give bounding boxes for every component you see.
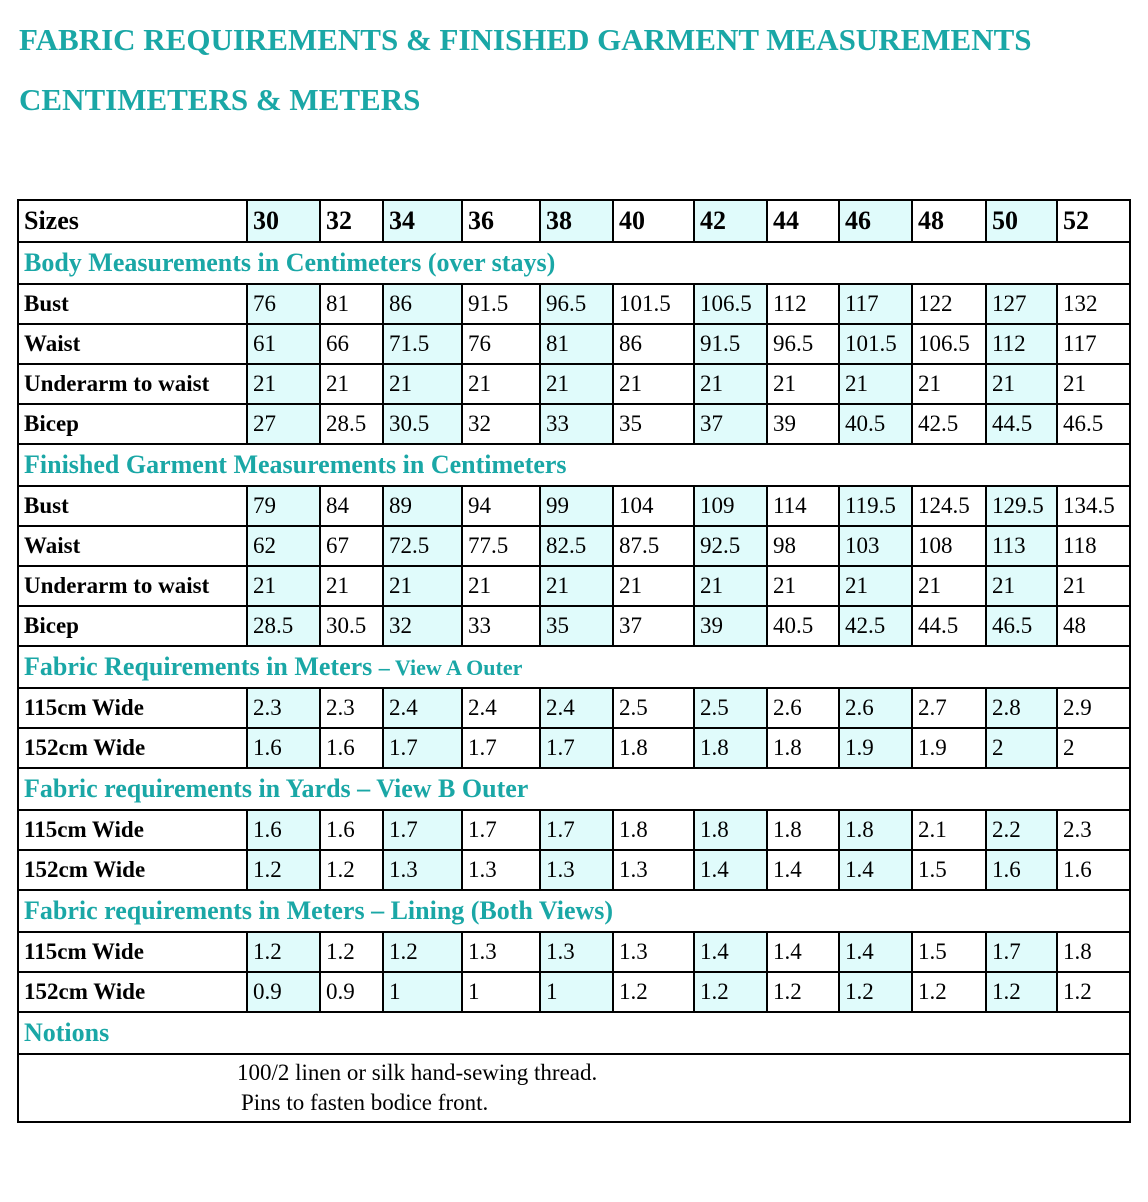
section-header-row	[18, 890, 1130, 932]
table-cell: 1.2	[767, 972, 839, 1012]
table-cell: 67	[320, 526, 383, 566]
table-cell: 21	[839, 364, 912, 404]
table-cell: 46.5	[986, 606, 1057, 646]
table-cell: 118	[1057, 526, 1130, 566]
table-cell: 32	[383, 606, 462, 646]
size-header-cell: 34	[383, 200, 462, 242]
row-label: Waist	[18, 324, 247, 364]
table-cell: 66	[320, 324, 383, 364]
table-cell: 2.3	[320, 688, 383, 728]
table-cell: 1.2	[694, 972, 767, 1012]
row-label: 115cm Wide	[18, 810, 247, 850]
table-cell: 33	[540, 404, 613, 444]
table-row	[18, 566, 1130, 606]
table-cell: 76	[247, 284, 320, 324]
table-cell: 30.5	[383, 404, 462, 444]
table-cell: 1	[383, 972, 462, 1012]
table-cell: 1.8	[839, 810, 912, 850]
table-cell: 1.5	[912, 850, 986, 890]
table-cell: 2.6	[767, 688, 839, 728]
table-cell: 21	[247, 364, 320, 404]
table-cell: 94	[462, 486, 540, 526]
table-cell: 71.5	[383, 324, 462, 364]
section-subtitle: – View A Outer	[378, 655, 523, 680]
table-cell: 1.9	[912, 728, 986, 768]
table-cell: 21	[383, 364, 462, 404]
table-cell: 1.3	[383, 850, 462, 890]
table-cell: 1.6	[320, 810, 383, 850]
table-cell: 86	[613, 324, 694, 364]
row-label: Bust	[18, 486, 247, 526]
table-cell: 42.5	[839, 606, 912, 646]
table-cell: 48	[1057, 606, 1130, 646]
table-cell: 21	[540, 566, 613, 606]
table-cell: 37	[694, 404, 767, 444]
size-header-cell: 46	[839, 200, 912, 242]
table-cell: 1.8	[613, 728, 694, 768]
table-cell: 2	[986, 728, 1057, 768]
table-cell: 113	[986, 526, 1057, 566]
table-cell: 2.5	[694, 688, 767, 728]
table-cell: 1.8	[1057, 932, 1130, 972]
table-cell: 46.5	[1057, 404, 1130, 444]
page-subtitle: CENTIMETERS & METERS	[19, 82, 421, 117]
table-cell: 21	[462, 364, 540, 404]
table-cell: 2.7	[912, 688, 986, 728]
table-cell: 1.2	[320, 850, 383, 890]
table-cell: 1.7	[540, 728, 613, 768]
table-cell: 21	[613, 566, 694, 606]
size-header-cell: 52	[1057, 200, 1130, 242]
table-cell: 2.6	[839, 688, 912, 728]
table-row	[18, 364, 1130, 404]
table-cell: 21	[912, 364, 986, 404]
section-header-row	[18, 444, 1130, 486]
table-cell: 104	[613, 486, 694, 526]
table-cell: 2	[1057, 728, 1130, 768]
table-cell: 1.6	[320, 728, 383, 768]
table-cell: 1.4	[839, 932, 912, 972]
table-cell: 103	[839, 526, 912, 566]
row-label: 152cm Wide	[18, 850, 247, 890]
table-cell: 39	[767, 404, 839, 444]
table-cell: 2.4	[540, 688, 613, 728]
table-cell: 117	[1057, 324, 1130, 364]
size-header-cell: 48	[912, 200, 986, 242]
table-cell: 1.6	[1057, 850, 1130, 890]
table-cell: 81	[320, 284, 383, 324]
table-cell: 2.4	[383, 688, 462, 728]
table-cell: 1.7	[383, 810, 462, 850]
table-row	[18, 688, 1130, 728]
table-cell: 27	[247, 404, 320, 444]
table-cell: 79	[247, 486, 320, 526]
table-cell: 1.4	[694, 932, 767, 972]
table-cell: 35	[540, 606, 613, 646]
table-cell: 1.2	[247, 850, 320, 890]
section-title: Fabric requirements in Meters – Lining (Both Views)	[24, 896, 614, 925]
table-cell: 30.5	[320, 606, 383, 646]
table-cell: 89	[383, 486, 462, 526]
size-header-cell: 38	[540, 200, 613, 242]
table-cell: 61	[247, 324, 320, 364]
section-header-row	[18, 768, 1130, 810]
table-cell: 1.4	[839, 850, 912, 890]
table-cell: 40.5	[767, 606, 839, 646]
table-cell: 21	[1057, 364, 1130, 404]
table-cell: 1.4	[767, 850, 839, 890]
table-cell: 1.8	[694, 810, 767, 850]
sizes-label: Sizes	[18, 200, 247, 242]
table-cell: 21	[986, 566, 1057, 606]
row-label: 152cm Wide	[18, 972, 247, 1012]
table-cell: 122	[912, 284, 986, 324]
table-cell: 62	[247, 526, 320, 566]
section-title-cell	[18, 444, 1130, 486]
table-cell: 1.6	[247, 728, 320, 768]
table-cell: 132	[1057, 284, 1130, 324]
table-cell: 112	[986, 324, 1057, 364]
section-title-cell	[18, 768, 1130, 810]
notions-list	[19, 1058, 1129, 1118]
table-cell: 2.9	[1057, 688, 1130, 728]
table-cell: 1.6	[247, 810, 320, 850]
table-cell: 1.2	[613, 972, 694, 1012]
table-cell: 0.9	[320, 972, 383, 1012]
row-label: Bicep	[18, 404, 247, 444]
table-cell: 21	[1057, 566, 1130, 606]
section-title: Body Measurements in Centimeters (over stays)	[24, 248, 556, 277]
table-cell: 1.9	[839, 728, 912, 768]
table-cell: 114	[767, 486, 839, 526]
table-row	[18, 324, 1130, 364]
table-cell: 1.7	[383, 728, 462, 768]
row-label: 115cm Wide	[18, 688, 247, 728]
table-cell: 109	[694, 486, 767, 526]
table-cell: 39	[694, 606, 767, 646]
table-cell: 2.4	[462, 688, 540, 728]
page-title: FABRIC REQUIREMENTS & FINISHED GARMENT MEASUREMENTS	[19, 22, 1032, 57]
table-cell: 124.5	[912, 486, 986, 526]
table-cell: 1.3	[540, 932, 613, 972]
row-label: 152cm Wide	[18, 728, 247, 768]
table-cell: 77.5	[462, 526, 540, 566]
section-header-row	[18, 646, 1130, 688]
measurements-table	[17, 199, 1131, 1123]
table-cell: 92.5	[694, 526, 767, 566]
table-cell: 21	[383, 566, 462, 606]
table-cell: 42.5	[912, 404, 986, 444]
table-cell: 1.3	[613, 850, 694, 890]
table-cell: 119.5	[839, 486, 912, 526]
table-cell: 21	[839, 566, 912, 606]
table-row	[18, 810, 1130, 850]
section-title: Finished Garment Measurements in Centimeters	[24, 450, 567, 479]
row-label: Bust	[18, 284, 247, 324]
table-cell: 21	[767, 566, 839, 606]
table-row	[18, 932, 1130, 972]
size-header-cell: 44	[767, 200, 839, 242]
table-cell: 1.2	[247, 932, 320, 972]
table-cell: 21	[694, 566, 767, 606]
size-header-cell: 32	[320, 200, 383, 242]
table-row	[18, 284, 1130, 324]
table-cell: 1.8	[694, 728, 767, 768]
table-cell: 2.5	[613, 688, 694, 728]
table-cell: 1.2	[320, 932, 383, 972]
table-cell: 1.2	[986, 972, 1057, 1012]
table-cell: 1.4	[767, 932, 839, 972]
row-label: Waist	[18, 526, 247, 566]
table-cell: 81	[540, 324, 613, 364]
table-cell: 101.5	[613, 284, 694, 324]
table-cell: 1.6	[986, 850, 1057, 890]
notions-row	[18, 1054, 1130, 1122]
table-cell: 106.5	[912, 324, 986, 364]
table-cell: 1.7	[986, 932, 1057, 972]
table-cell: 2.3	[247, 688, 320, 728]
section-title: Fabric requirements in Yards – View B Outer	[24, 774, 529, 803]
size-header-cell: 42	[694, 200, 767, 242]
table-cell: 1.3	[462, 932, 540, 972]
table-cell: 117	[839, 284, 912, 324]
table-cell: 1.2	[912, 972, 986, 1012]
table-cell: 33	[462, 606, 540, 646]
table-cell: 28.5	[320, 404, 383, 444]
table-cell: 82.5	[540, 526, 613, 566]
notions-cell	[18, 1054, 1130, 1122]
section-header-row	[18, 242, 1130, 284]
table-cell: 1.2	[383, 932, 462, 972]
table-cell: 1	[462, 972, 540, 1012]
table-cell: 21	[986, 364, 1057, 404]
table-cell: 21	[462, 566, 540, 606]
row-label: 115cm Wide	[18, 932, 247, 972]
notions-item: Pins to fasten bodice front.	[241, 1090, 489, 1115]
table-cell: 98	[767, 526, 839, 566]
table-cell: 2.3	[1057, 810, 1130, 850]
table-cell: 1.8	[767, 810, 839, 850]
table-cell: 2.8	[986, 688, 1057, 728]
table-cell: 86	[383, 284, 462, 324]
section-title-cell	[18, 646, 1130, 688]
table-row	[18, 972, 1130, 1012]
table-cell: 1.3	[462, 850, 540, 890]
table-cell: 32	[462, 404, 540, 444]
row-label: Bicep	[18, 606, 247, 646]
table-cell: 21	[694, 364, 767, 404]
table-cell: 87.5	[613, 526, 694, 566]
table-cell: 91.5	[462, 284, 540, 324]
table-cell: 1.8	[767, 728, 839, 768]
table-cell: 44.5	[912, 606, 986, 646]
notions-header-row	[18, 1012, 1130, 1054]
table-cell: 2.1	[912, 810, 986, 850]
size-header-cell: 40	[613, 200, 694, 242]
table-cell: 106.5	[694, 284, 767, 324]
table-cell: 1.7	[462, 810, 540, 850]
table-cell: 129.5	[986, 486, 1057, 526]
table-row	[18, 850, 1130, 890]
table-cell: 134.5	[1057, 486, 1130, 526]
table-cell: 44.5	[986, 404, 1057, 444]
notions-title: Notions	[18, 1012, 1130, 1054]
table-cell: 96.5	[767, 324, 839, 364]
table-cell: 127	[986, 284, 1057, 324]
table-cell: 28.5	[247, 606, 320, 646]
table-cell: 112	[767, 284, 839, 324]
table-cell: 1	[540, 972, 613, 1012]
size-header-cell: 30	[247, 200, 320, 242]
table-cell: 21	[320, 566, 383, 606]
table-cell: 40.5	[839, 404, 912, 444]
row-label: Underarm to waist	[18, 364, 247, 404]
table-cell: 0.9	[247, 972, 320, 1012]
table-cell: 1.4	[694, 850, 767, 890]
table-cell: 96.5	[540, 284, 613, 324]
table-row	[18, 728, 1130, 768]
table-cell: 84	[320, 486, 383, 526]
table-cell: 1.5	[912, 932, 986, 972]
table-cell: 21	[320, 364, 383, 404]
table-cell: 101.5	[839, 324, 912, 364]
size-header-cell: 36	[462, 200, 540, 242]
table-cell: 35	[613, 404, 694, 444]
table-cell: 21	[613, 364, 694, 404]
section-title-cell	[18, 890, 1130, 932]
section-title-cell	[18, 242, 1130, 284]
table-cell: 91.5	[694, 324, 767, 364]
table-row	[18, 606, 1130, 646]
table-cell: 1.2	[839, 972, 912, 1012]
table-cell: 1.8	[613, 810, 694, 850]
table-cell: 1.2	[1057, 972, 1130, 1012]
table-cell: 21	[912, 566, 986, 606]
table-cell: 1.3	[613, 932, 694, 972]
table-cell: 21	[540, 364, 613, 404]
table-cell: 37	[613, 606, 694, 646]
section-title: Fabric Requirements in Meters	[24, 652, 373, 681]
table-cell: 76	[462, 324, 540, 364]
table-cell: 72.5	[383, 526, 462, 566]
notions-item: 100/2 linen or silk hand-sewing thread.	[237, 1060, 598, 1085]
table-cell: 1.7	[462, 728, 540, 768]
row-label: Underarm to waist	[18, 566, 247, 606]
table-cell: 1.7	[540, 810, 613, 850]
size-header-cell: 50	[986, 200, 1057, 242]
table-row	[18, 404, 1130, 444]
size-header-row	[18, 200, 1130, 242]
table-cell: 21	[767, 364, 839, 404]
table-cell: 1.3	[540, 850, 613, 890]
table-row	[18, 526, 1130, 566]
table-cell: 21	[247, 566, 320, 606]
table-row	[18, 486, 1130, 526]
table-cell: 99	[540, 486, 613, 526]
table-cell: 108	[912, 526, 986, 566]
table-cell: 2.2	[986, 810, 1057, 850]
